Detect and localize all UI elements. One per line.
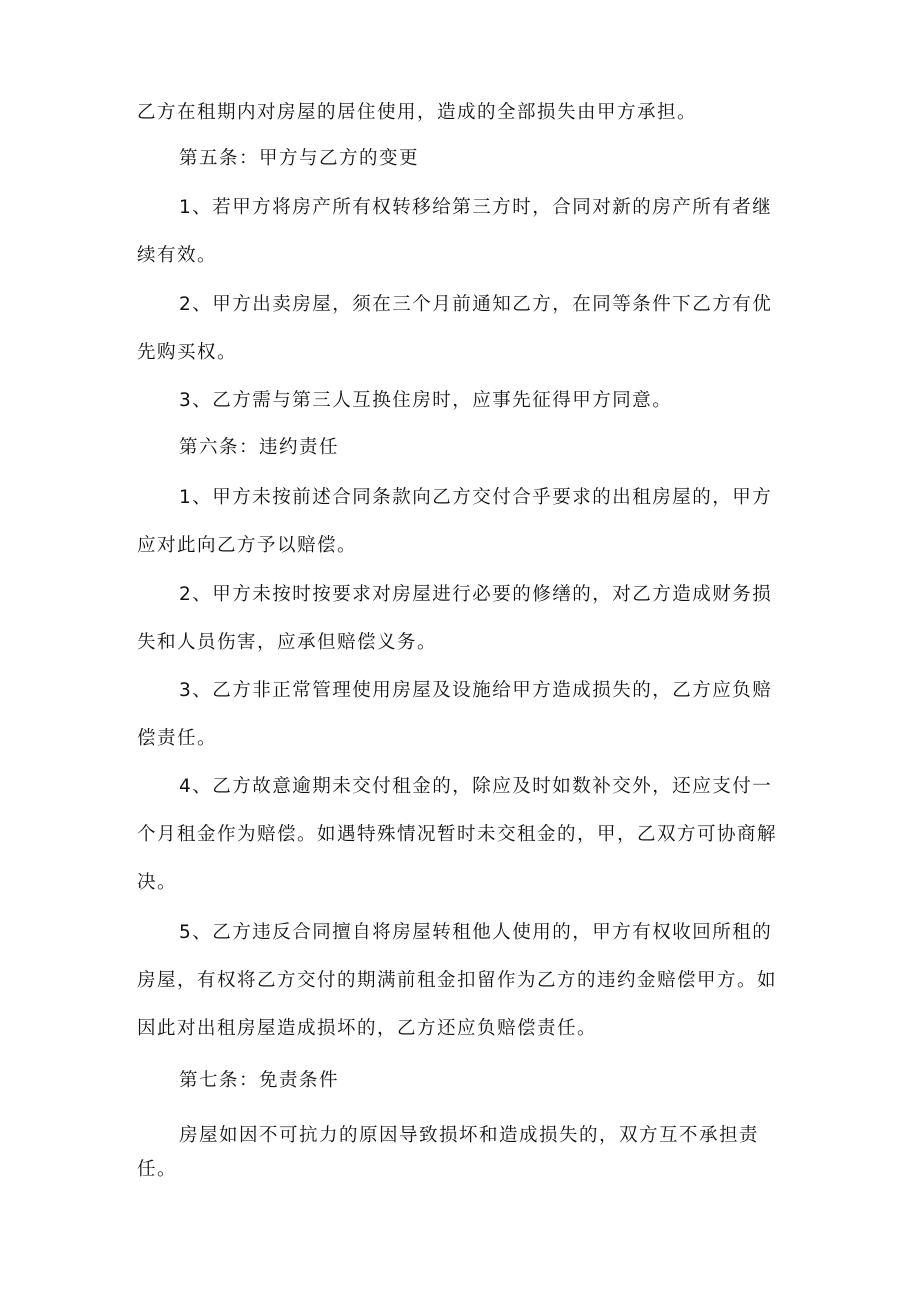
text-line: 先购买权。 (137, 342, 238, 363)
clause-6-4 (137, 763, 787, 907)
heading-article-7 (137, 1057, 787, 1105)
text-line: 第七条：免责条件 (179, 1070, 340, 1091)
text-line: 决。 (137, 872, 178, 893)
text-line: 第五条：甲方与乙方的变更 (179, 148, 420, 169)
text-line: 4、乙方故意逾期未交付租金的，除应及时如数补交外，还应支付一 (179, 776, 773, 797)
clause-6-5 (137, 909, 787, 1053)
text-line: 个月租金作为赔偿。如遇特殊情况暂时未交租金的，甲，乙双方可协商解 (137, 824, 778, 845)
text-line: 房屋，有权将乙方交付的期满前租金扣留作为乙方的违约金赔偿甲方。如 (137, 970, 778, 991)
clause-5-1 (137, 184, 787, 280)
text-line: 2、甲方出卖房屋，须在三个月前通知乙方，在同等条件下乙方有优 (179, 294, 773, 315)
text-line: 偿责任。 (137, 728, 218, 749)
clause-6-1 (137, 474, 787, 570)
text-line: 续有效。 (137, 245, 218, 266)
text-line: 因此对出租房屋造成损坏的，乙方还应负赔偿责任。 (137, 1018, 598, 1039)
paragraph-loss-liability (137, 89, 787, 137)
text-line: 3、乙方需与第三人互换住房时，应事先征得甲方同意。 (179, 390, 673, 411)
clause-6-2 (137, 571, 787, 667)
clause-7 (137, 1112, 787, 1194)
text-line: 失和人员伤害，应承但赔偿义务。 (137, 632, 438, 653)
clause-5-3 (137, 377, 787, 425)
text-line: 1、甲方未按前述合同条款向乙方交付合乎要求的出租房屋的，甲方 (179, 487, 773, 508)
text-line: 2、甲方未按时按要求对房屋进行必要的修缮的，对乙方造成财务损 (179, 584, 773, 605)
text-line: 任。 (137, 1159, 178, 1180)
text-line: 3、乙方非正常管理使用房屋及设施给甲方造成损失的，乙方应负赔 (179, 680, 773, 701)
text-line: 乙方在租期内对房屋的居住使用，造成的全部损失由甲方承担。 (137, 102, 698, 123)
text-line: 5、乙方违反合同擅自将房屋转租他人使用的，甲方有权收回所租的 (179, 922, 773, 943)
text-line: 房屋如因不可抗力的原因导致损坏和造成损失的，双方互不承担责 (179, 1125, 760, 1146)
clause-5-2 (137, 281, 787, 377)
text-line: 第六条：违约责任 (179, 437, 340, 458)
text-line: 应对此向乙方予以赔偿。 (137, 535, 358, 556)
text-line: 1、若甲方将房产所有权转移给第三方时，合同对新的房产所有者继 (179, 197, 773, 218)
heading-article-6 (137, 424, 787, 472)
clause-6-3 (137, 667, 787, 763)
heading-article-5 (137, 135, 787, 183)
